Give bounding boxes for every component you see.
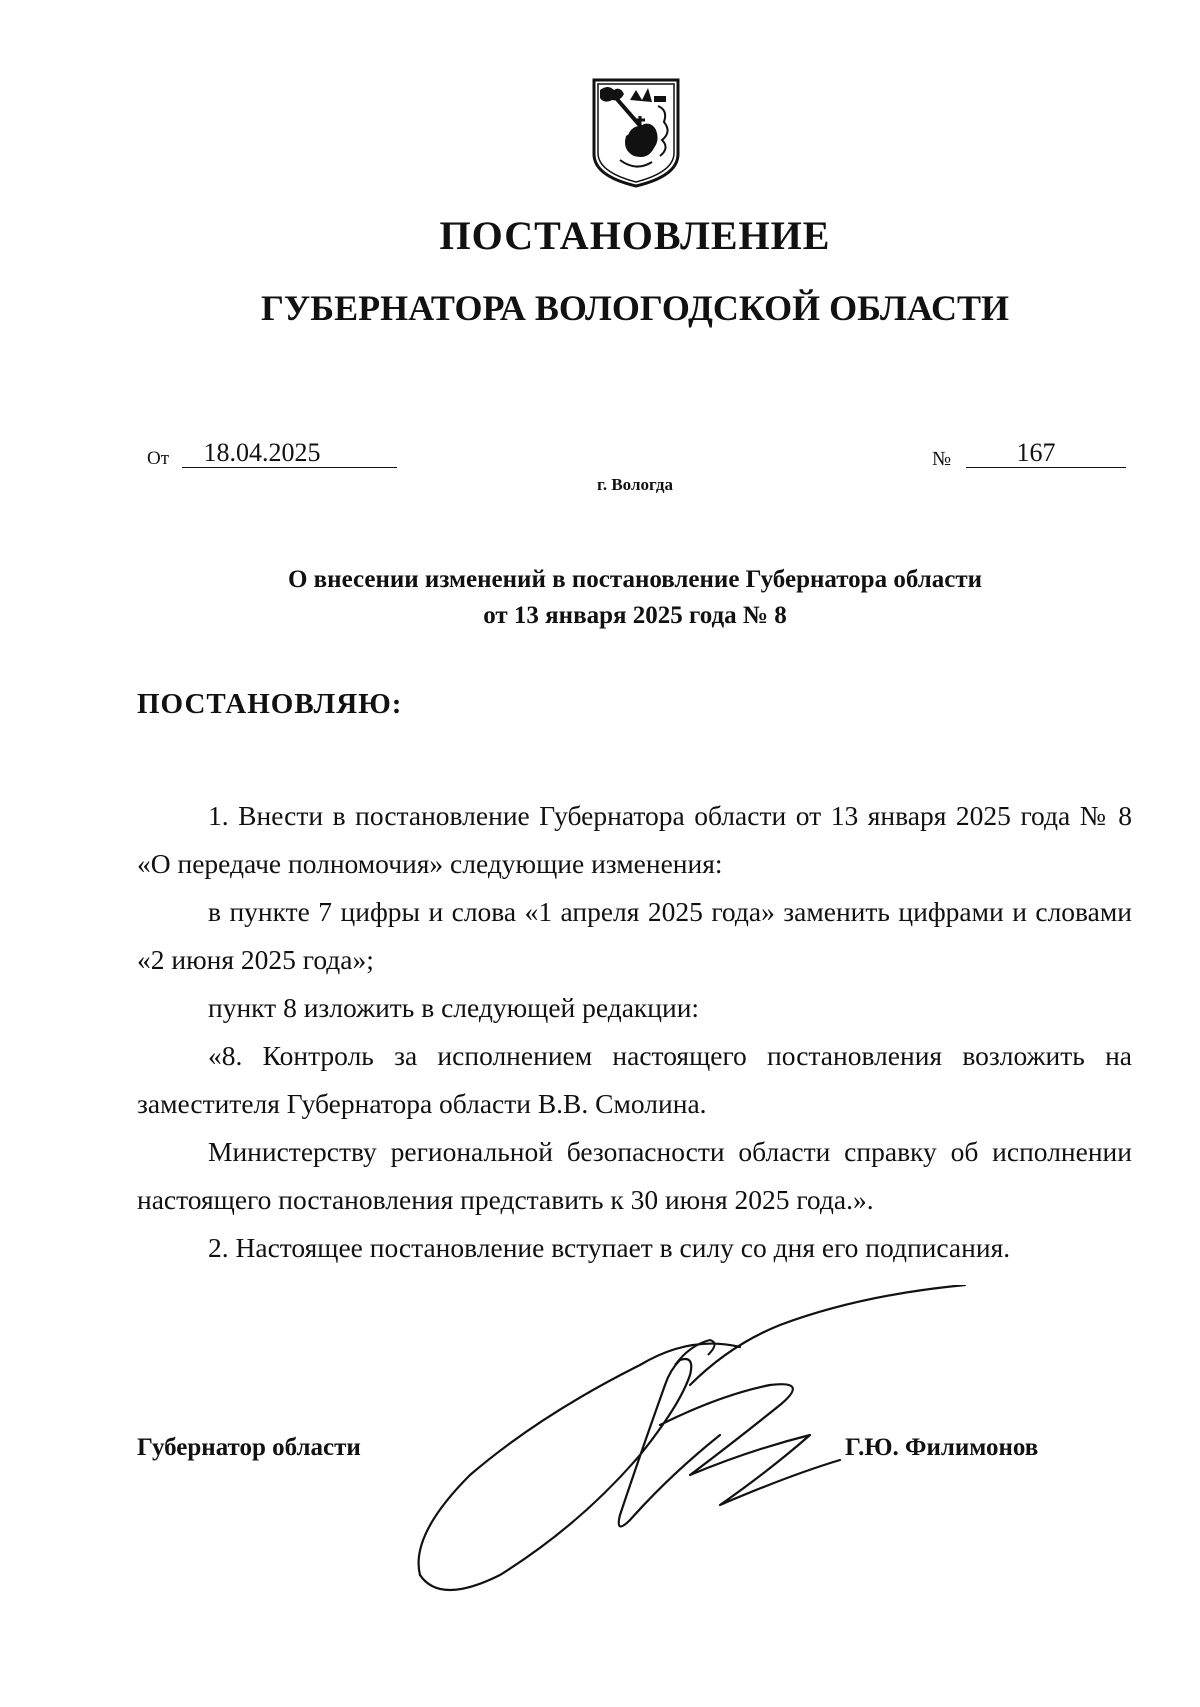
- paragraph-5: Министерству региональной безопасности области справку об исполнении настоящего постановления представить к 30 июня 2025 года.».: [137, 1136, 1132, 1215]
- city: г. Вологда: [597, 475, 673, 494]
- document-number: 167: [1016, 438, 1056, 467]
- document-title: ПОСТАНОВЛЕНИЕ: [439, 213, 831, 258]
- paragraph-4: «8. Контроль за исполнением настоящего постановления возложить на заместителя Губернатора области В.В. Смолина.: [137, 1040, 1132, 1119]
- number-prefix: №: [932, 448, 952, 470]
- vologda-coat-of-arms-icon: [590, 76, 682, 190]
- paragraph-1: 1. Внести в постановление Губернатора области от 13 января 2025 года № 8 «О передаче полномочия» следующие изменения:: [137, 800, 1132, 879]
- document-date: 18.04.2025: [203, 438, 321, 467]
- signatory-name: Г.Ю. Филимонов: [845, 1434, 1039, 1461]
- decree-heading: ПОСТАНОВЛЯЮ:: [137, 688, 403, 720]
- subject-line-1: О внесении изменений в постановление Губернатора области: [287, 566, 983, 593]
- paragraph-6: 2. Настоящее постановление вступает в силу со дня его подписания.: [208, 1232, 1011, 1263]
- handwritten-signature: [390, 1285, 970, 1605]
- document-body: [137, 792, 1132, 1272]
- paragraph-2: в пункте 7 цифры и слова «1 апреля 2025 года» заменить цифрами и словами «2 июня 2025 года»;: [137, 896, 1132, 975]
- subject-line-2: от 13 января 2025 года № 8: [483, 602, 787, 629]
- document-subject: [0, 562, 1200, 634]
- paragraph-3: пункт 8 изложить в следующей редакции:: [208, 992, 700, 1023]
- signatory-title: Губернатор области: [137, 1434, 361, 1461]
- document-subtitle: ГУБЕРНАТОРА ВОЛОГОДСКОЙ ОБЛАСТИ: [260, 288, 1010, 328]
- date-prefix: От: [147, 448, 170, 469]
